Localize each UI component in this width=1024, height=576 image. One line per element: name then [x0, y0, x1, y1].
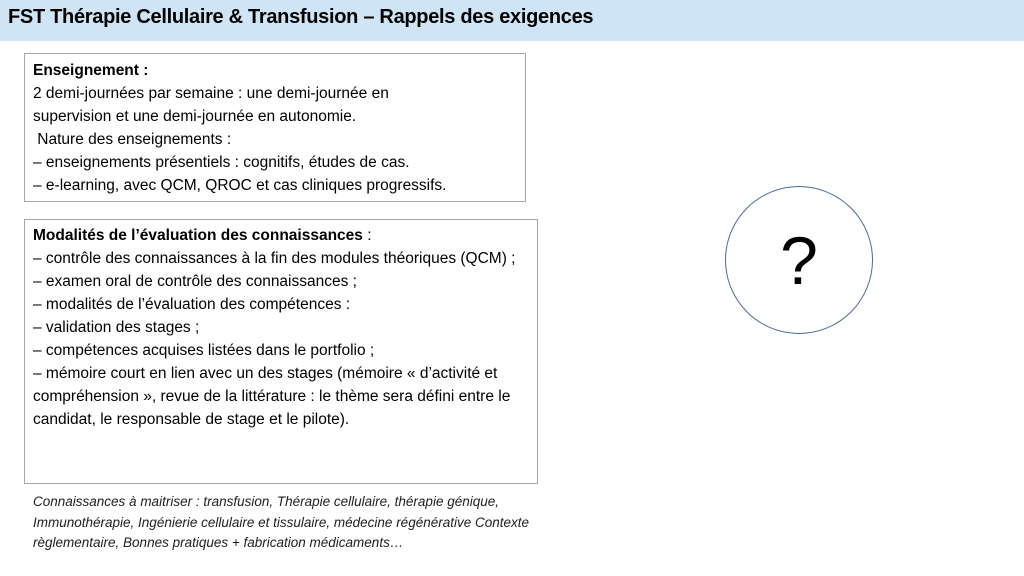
question-circle: [725, 186, 873, 334]
evaluation-line: – modalités de l’évaluation des compétences :: [33, 296, 351, 313]
evaluation-heading-line: [33, 224, 529, 247]
evaluation-heading: Modalités de l’évaluation des connaissances: [33, 227, 363, 244]
evaluation-heading-suffix: :: [362, 227, 372, 244]
teaching-line: 2 demi-journées par semaine : une demi-journée en: [33, 85, 389, 102]
footnote: Connaissances à maitriser : transfusion, Thérapie cellulaire, thérapie génique, Immunothérapie, Ingénierie cellulaire et tissulaire, médecine régénérative Contexte règlementaire, Bonnes pratiques + fabrication médicaments…: [33, 494, 530, 550]
teaching-box: [24, 53, 526, 202]
title-bar: [0, 0, 1024, 41]
question-mark: ?: [780, 223, 818, 299]
evaluation-line: – examen oral de contrôle des connaissances ;: [33, 273, 357, 290]
evaluation-line: – contrôle des connaissances à la fin des modules théoriques (QCM) ;: [33, 250, 516, 267]
teaching-line: supervision et une demi-journée en autonomie.: [33, 108, 357, 125]
evaluation-box: [24, 219, 538, 484]
teaching-line: Nature des enseignements :: [33, 131, 232, 148]
evaluation-line: – validation des stages ;: [33, 319, 200, 336]
teaching-heading: Enseignement :: [33, 62, 149, 79]
evaluation-line: – mémoire court en lien avec un des stages (mémoire « d’activité et compréhension », revue de la littérature : le thème sera défini entre le candidat, le responsable de stage et le pilote).: [33, 365, 511, 428]
teaching-line: – enseignements présentiels : cognitifs, études de cas.: [33, 154, 410, 171]
teaching-line: – e-learning, avec QCM, QROC et cas cliniques progressifs.: [33, 177, 447, 194]
slide-title: FST Thérapie Cellulaire & Transfusion – Rappels des exigences: [8, 6, 594, 28]
evaluation-line: – compétences acquises listées dans le portfolio ;: [33, 342, 375, 359]
